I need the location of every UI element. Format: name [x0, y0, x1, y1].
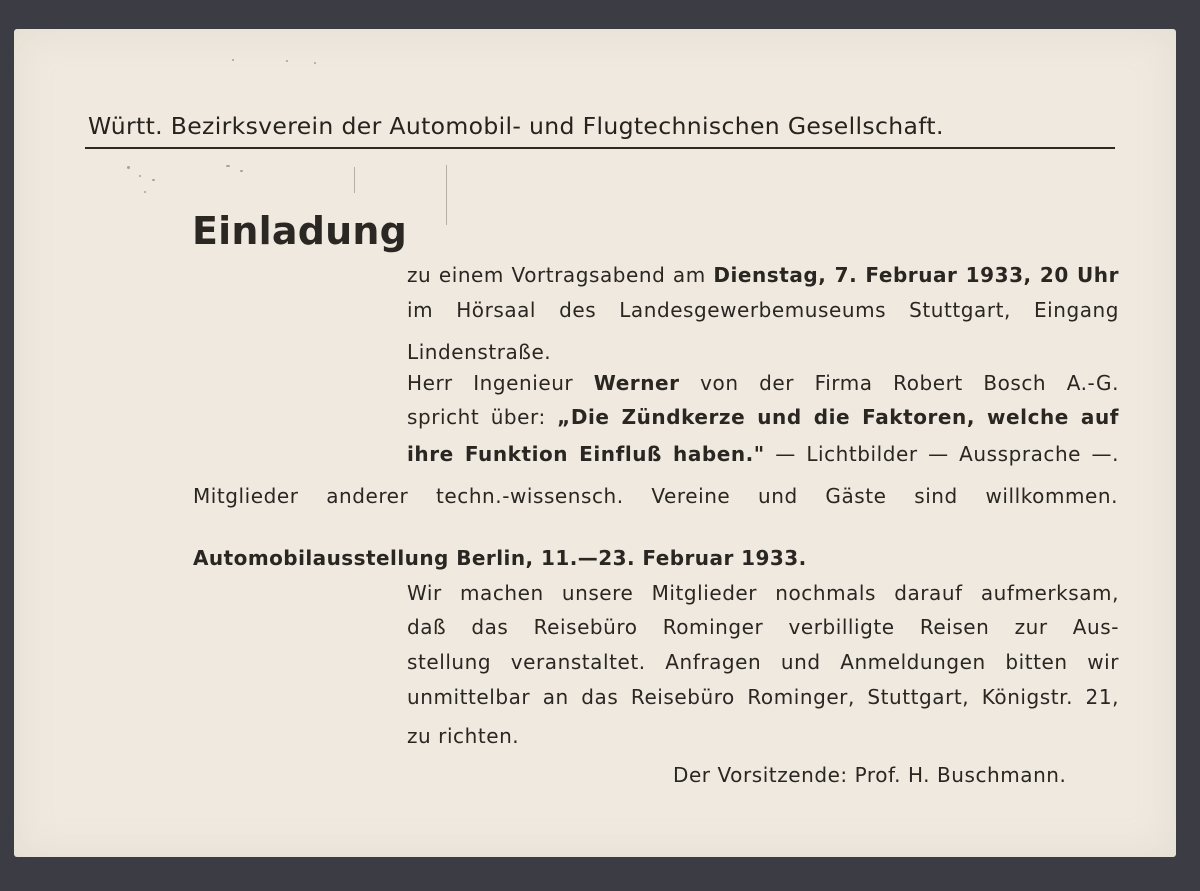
- topic-line-2: [407, 442, 1119, 466]
- chairman-signature: Der Vorsitzende: Prof. H. Buschmann.: [673, 763, 1067, 787]
- paper-speck: [152, 179, 155, 181]
- speaker-prefix: Herr Ingenieur: [407, 371, 594, 395]
- topic-title-part-2: ihre Funktion Einfluß haben.": [407, 442, 765, 466]
- exhibition-text-line: zu richten.: [407, 724, 520, 748]
- speaker-name: Werner: [593, 371, 680, 395]
- paper-scratch: [446, 165, 447, 225]
- event-date-line: [407, 263, 1119, 287]
- paper-speck: [232, 59, 234, 61]
- paper-speck: [139, 175, 141, 177]
- exhibition-heading: Automobilausstellung Berlin, 11.—23. Februar 1933.: [193, 546, 807, 570]
- paper-speck: [226, 165, 230, 167]
- topic-prefix: spricht über:: [407, 405, 558, 429]
- paper-scratch: [354, 167, 355, 193]
- exhibition-text-line: Wir machen unsere Mitglieder nochmals darauf aufmerksam,: [407, 581, 1119, 605]
- topic-line-1: [407, 405, 1119, 429]
- paper-speck: [144, 191, 146, 193]
- exhibition-text-line: stellung veranstaltet. Anfragen und Anmeldungen bitten wir: [407, 650, 1119, 674]
- topic-title-part-1: „Die Zündkerze und die Faktoren, welche auf: [557, 405, 1120, 429]
- invitation-title: Einladung: [192, 209, 408, 253]
- guests-welcome-line: Mitglieder anderer techn.-wissensch. Vereine und Gäste sind willkommen.: [193, 484, 1118, 508]
- exhibition-text-line: daß das Reisebüro Rominger verbilligte Reisen zur Aus-: [407, 615, 1119, 639]
- header-rule: [85, 147, 1115, 149]
- event-date: Dienstag, 7. Februar 1933, 20 Uhr: [713, 263, 1119, 287]
- paper-speck: [240, 170, 243, 172]
- invitation-card: [14, 29, 1176, 857]
- speaker-company: von der Firma Robert Bosch A.-G.: [679, 371, 1119, 395]
- paper-speck: [127, 166, 130, 169]
- exhibition-text-line: unmittelbar an das Reisebüro Rominger, Stuttgart, Königstr. 21,: [407, 685, 1119, 709]
- event-venue-line: im Hörsaal des Landesgewerbemuseums Stuttgart, Eingang: [407, 298, 1119, 322]
- association-header: Württ. Bezirksverein der Automobil- und Flugtechnischen Gesellschaft.: [88, 112, 944, 140]
- paper-speck: [314, 62, 316, 64]
- topic-program: — Lichtbilder — Aussprache —.: [764, 442, 1119, 466]
- paper-speck: [286, 60, 288, 62]
- event-venue-street: Lindenstraße.: [407, 340, 552, 364]
- speaker-line: [407, 371, 1119, 395]
- event-intro-text: zu einem Vortragsabend am: [407, 263, 714, 287]
